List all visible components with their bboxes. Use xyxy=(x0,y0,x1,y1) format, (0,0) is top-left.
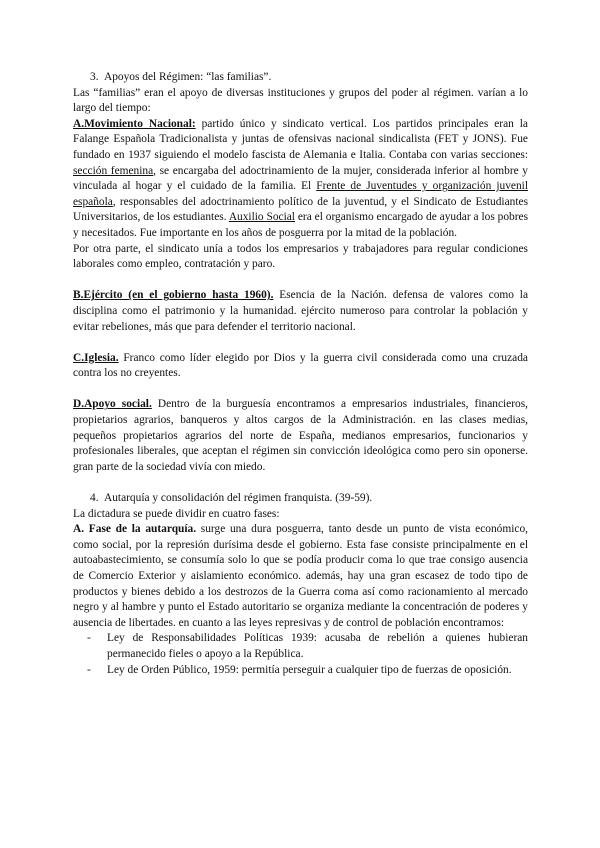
paragraph-text: Esencia de la Nación. defensa de valores como la disciplina como el patrimonio y la humanidad. ejército numeroso para controlar la población y evitar rebeliones, más que para defender el territorio nacional. xyxy=(73,289,528,333)
iglesia-paragraph xyxy=(73,351,528,382)
autarquia-paragraph xyxy=(73,522,528,631)
section-3-intro: Las “familias” eran el apoyo de diversas instituciones y grupos del poder al régimen. varían a lo largo del tiempo: xyxy=(73,86,528,115)
auxilio-social-term: Auxilio Social xyxy=(228,211,295,224)
section-number: 3. xyxy=(90,71,99,83)
section-title: Autarquía y consolidación del régimen franquista. (39-59). xyxy=(104,492,373,505)
paragraph-text: , responsables del adoctrinamiento político de la juventud, y el Sindicato de Estudiantes Universitarios, de los estudiantes. xyxy=(73,195,528,224)
section-4-heading xyxy=(73,491,528,507)
apoyo-social-paragraph xyxy=(73,397,528,475)
ejercito-paragraph xyxy=(73,288,528,335)
list-item xyxy=(73,631,528,662)
movimiento-nacional-paragraph xyxy=(73,117,528,242)
section-4-intro: La dictadura se puede dividir en cuatro fases: xyxy=(73,507,280,520)
paragraph-text: era el organismo encargado de ayudar a los pobres y necesitados. Fue importante en los años de posguerra por la mitad de la población. xyxy=(73,211,529,239)
paragraph-text: Dentro de la burguesía encontramos a empresarios industriales, financieros, propietarios agrarios, banqueros y altos cargos de la Administración. en las clases medias, pequeños propietarios agrarios del norte de España, medianos empresarios, funcionarios y profesionales liberales, que aceptan el régimen sin convicción ideológica como pero sin oponerse. gran parte de la sociedad vivía con miedo. xyxy=(73,398,528,473)
law-text: Ley de Orden Público, 1959: permitía perseguir a cualquier tipo de fuerzas de oposición. xyxy=(107,663,512,676)
section-title: Apoyos del Régimen: “las familias”. xyxy=(104,71,272,83)
seccion-femenina-term: sección femenina xyxy=(73,164,154,177)
sindicato-paragraph: Por otra parte, el sindicato unía a todos los empresarios y trabajadores para regular condiciones laborales como empleo, contratación y paro. xyxy=(73,242,528,271)
laws-list xyxy=(73,631,528,678)
paragraph-text: surge una dura posguerra, tanto desde un punto de vista económico, como social, por la represión durísima desde el gobierno. Esta fase consiste principalmente en el autoabastecimiento, se consumía solo lo que se podía producir coma lo que trae consigo ausencia de Comercio Exterior y aislamiento económico. además, hay una gran escasez de todo tipo de productos y bienes debido a los destrozos de la Guerra coma así como racionamiento al mercado negro y al hambre y punto el Estado autoritario se organiza mediante la concentración de poderes y ausencia de libertades. en cuanto a las leyes represivas y de control de población encontramos: xyxy=(73,523,528,629)
section-3-heading xyxy=(73,70,528,86)
paragraph-text: , se encargaba del adoctrinamiento de la mujer, considerada inferior al hombre y vinculada al hogar y el cuidado de la familia. El xyxy=(73,164,528,193)
paragraph-text: partido único y sindicato vertical. Los partidos principales eran la Falange Española Tradicionalista y juntas de ofensivas nacional sindicalista (FET y JONS). Fue fundado en 1937 siguiendo el modelo fascista de Alemania e Italia. Contaba con varias secciones: xyxy=(73,117,528,161)
item-label: D.Apoyo social. xyxy=(73,398,152,411)
law-text: Ley de Responsabilidades Políticas 1939: acusaba de rebelión a quienes hubieran permanecido fieles o apoyo a la República. xyxy=(107,632,528,660)
bullet-dash: - xyxy=(87,632,91,645)
paragraph-text: Franco como líder elegido por Dios y la guerra civil considerada como una cruzada contra los no creyentes. xyxy=(73,351,528,380)
document-page xyxy=(73,70,528,678)
section-number: 4. xyxy=(90,492,99,505)
list-item xyxy=(73,663,528,679)
item-label: A.Movimiento Nacional: xyxy=(73,117,196,130)
item-label: B.Ejército (en el gobierno hasta 1960). xyxy=(73,289,274,302)
bullet-dash: - xyxy=(87,663,91,676)
frente-juventudes-term: Frente de Juventudes y organización juvenil española xyxy=(73,180,528,208)
item-label: A. Fase de la autarquía. xyxy=(73,523,197,536)
item-label: C.Iglesia. xyxy=(73,351,119,364)
